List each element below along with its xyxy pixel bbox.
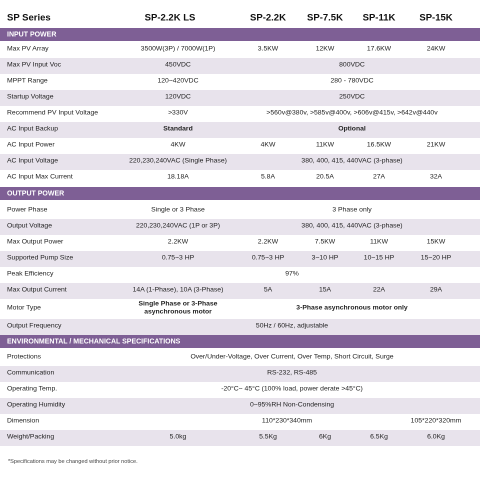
row-recommend-pv-voltage: Recommend PV Input Voltage >330V >560v@380v, >585v@400v, >606v@415v, >642v@440v xyxy=(7,109,438,117)
row-communication: Communication RS-232, RS-485 xyxy=(0,366,480,382)
model-sp-2-2k: SP-2.2K xyxy=(250,12,286,24)
section-input-power: INPUT POWER xyxy=(0,28,480,41)
model-sp-7-5k: SP-7.5K xyxy=(307,12,343,24)
model-sp-11k: SP-11K xyxy=(362,12,396,24)
series-title: SP Series xyxy=(7,12,51,24)
model-sp-15k: SP-15K xyxy=(419,12,453,24)
row-supported-pump-size: Supported Pump Size 0.75~3 HP 0.75~3 HP 3~10 HP 10~15 HP 15~20 HP xyxy=(0,251,480,267)
section-output-power: OUTPUT POWER xyxy=(0,187,480,200)
row-startup-voltage: Startup Voltage 120VDC 250VDC xyxy=(0,90,480,106)
row-operating-humidity: Operating Humidity 0~95%RH Non-Condensing xyxy=(0,398,480,414)
row-peak-efficiency: Peak Efficiency 97% xyxy=(7,270,299,278)
table-header xyxy=(0,8,480,28)
row-max-pv-array: Max PV Array 3500W(3P) / 7000W(1P) 3.5KW 12KW 17.6KW 24KW xyxy=(7,45,446,53)
row-operating-temp: Operating Temp. -20°C~ 45°C (100% load, power derate >45°C) xyxy=(7,385,363,393)
row-motor-type: Motor Type Single Phase or 3-Phase asynchronous motor 3-Phase asynchronous motor only xyxy=(7,300,408,316)
row-mppt-range: MPPT Range 120~420VDC 280 - 780VDC xyxy=(7,77,374,85)
row-ac-input-backup: AC Input Backup Standard Optional xyxy=(0,122,480,138)
row-max-pv-voc: Max PV Input Voc 450VDC 800VDC xyxy=(0,58,480,74)
row-ac-input-voltage: AC Input Voltage 220,230,240VAC (Single Phase) 380, 400, 415, 440VAC (3-phase) xyxy=(0,154,480,170)
row-output-frequency: Output Frequency 50Hz / 60Hz, adjustable xyxy=(0,319,480,335)
row-protections: Protections Over/Under-Voltage, Over Current, Over Temp, Short Circuit, Surge xyxy=(7,353,394,361)
section-environmental: ENVIRONMENTAL / MECHANICAL SPECIFICATIONS xyxy=(0,335,480,348)
footnote: *Specifications may be changed without prior notice. xyxy=(8,459,138,465)
row-weight-packing: Weight/Packing 5.0kg 5.5Kg 6Kg 6.5Kg 6.0Kg xyxy=(0,430,480,446)
row-output-voltage: Output Voltage 220,230,240VAC (1P or 3P) 380, 400, 415, 440VAC (3-phase) xyxy=(0,219,480,235)
row-max-output-current: Max Output Current 14A (1-Phase), 10A (3-Phase) 5A 15A 22A 29A xyxy=(0,283,480,299)
row-dimension: Dimension 110*230*340mm 105*220*320mm xyxy=(7,417,462,425)
row-max-output-power: Max Output Power 2.2KW 2.2KW 7.5KW 11KW 15KW xyxy=(7,238,446,246)
row-ac-input-max-current: AC Input Max Current 18.18A 5.8A 20.5A 27A 32A xyxy=(7,173,443,181)
model-sp-2-2k-ls: SP-2.2K LS xyxy=(144,12,196,24)
row-ac-input-power: AC Input Power 4KW 4KW 11KW 16.5KW 21KW xyxy=(7,141,446,149)
row-power-phase: Power Phase Single or 3 Phase 3 Phase only xyxy=(7,206,372,214)
